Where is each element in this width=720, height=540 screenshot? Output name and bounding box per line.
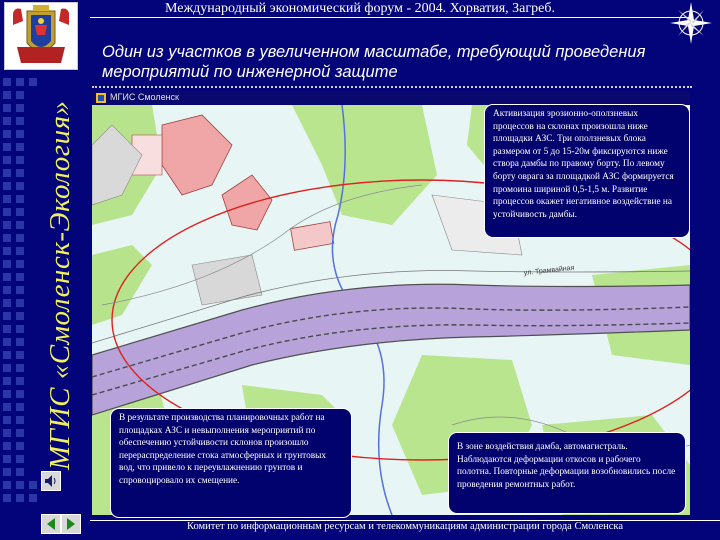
decor-square <box>3 130 11 138</box>
decor-square <box>3 325 11 333</box>
decor-square <box>16 273 24 281</box>
decor-square <box>3 91 11 99</box>
app-icon <box>96 93 106 103</box>
callout-top-right: Активизация эрозионно-оползневых процессов на склонах произошла ниже площадки АЗС. Три оползневых блока размером от 5 до 15-20м фиксируются ниже створа дамбы по правому борту. По левому борту оврага за площадкой АЗС формируется промоина шириной 0,5-1,5 м. Развитие процессов окажет негативное воздействие на устойчивость дамбы. <box>484 104 690 238</box>
decor-square <box>29 494 37 502</box>
nav-back-icon[interactable] <box>41 514 61 534</box>
decor-square <box>3 468 11 476</box>
decor-square <box>3 195 11 203</box>
decor-square <box>3 104 11 112</box>
decor-square <box>16 221 24 229</box>
decor-square <box>16 91 24 99</box>
decor-square <box>16 416 24 424</box>
decor-square <box>16 195 24 203</box>
decor-square <box>16 390 24 398</box>
decor-square <box>3 481 11 489</box>
forum-header: Международный экономический форум - 2004. Хорватия, Загреб. <box>165 1 555 16</box>
decor-square <box>16 442 24 450</box>
decor-square <box>16 312 24 320</box>
decor-square <box>3 442 11 450</box>
decor-square <box>3 416 11 424</box>
header-rule <box>90 17 690 18</box>
decor-square <box>3 273 11 281</box>
decor-square <box>3 377 11 385</box>
decor-square <box>16 338 24 346</box>
decor-square <box>3 312 11 320</box>
decor-square <box>3 286 11 294</box>
decor-square <box>3 390 11 398</box>
decor-square <box>16 468 24 476</box>
decor-square <box>16 481 24 489</box>
decor-square <box>29 481 37 489</box>
decor-square <box>3 234 11 242</box>
decor-square <box>3 247 11 255</box>
map-window-title: МГИС Смоленск <box>110 92 179 102</box>
decor-square <box>3 156 11 164</box>
decor-square <box>3 221 11 229</box>
decor-square <box>16 260 24 268</box>
callout-bottom-right: В зоне воздействия дамба, автомагистраль. Наблюдаются деформации откосов и рабочего полотна. Повторные деформации возобновились после проведения ремонтных работ. <box>448 432 686 514</box>
decor-square <box>3 351 11 359</box>
decor-square <box>29 78 37 86</box>
map-title-bar <box>92 91 690 105</box>
decor-square <box>16 429 24 437</box>
decor-square <box>16 117 24 125</box>
decor-square <box>16 494 24 502</box>
decor-square <box>3 364 11 372</box>
decor-square <box>16 299 24 307</box>
decor-square <box>16 351 24 359</box>
footer-text: Комитет по информационным ресурсам и телекоммуникациям администрации города Смоленска <box>187 521 623 532</box>
decor-square <box>16 325 24 333</box>
decor-square <box>3 429 11 437</box>
decor-square <box>3 494 11 502</box>
coat-of-arms-icon <box>4 2 78 70</box>
decor-square <box>16 78 24 86</box>
decor-square <box>16 130 24 138</box>
decor-square <box>16 169 24 177</box>
decor-square <box>16 403 24 411</box>
title-dotted-rule <box>92 86 692 88</box>
street-label: ул. Трамвайная <box>523 264 575 277</box>
decor-square <box>3 338 11 346</box>
decor-square <box>16 208 24 216</box>
nav-forward-icon[interactable] <box>61 514 81 534</box>
callout-bottom-left: В результате производства планировочных работ на площадках АЗС и невыполнения мероприятий по обеспечению устойчивости склонов произошло перераспределение стока атмосферных и грунтовых вод, что привело к переувлажнению грунтов и спровоцировало их смещение. <box>110 408 352 518</box>
decor-square <box>3 78 11 86</box>
decor-square <box>16 143 24 151</box>
speaker-icon[interactable] <box>41 471 61 491</box>
compass-rose-icon <box>670 2 712 44</box>
decor-square <box>3 299 11 307</box>
decor-square <box>3 260 11 268</box>
decor-square <box>16 286 24 294</box>
decor-square <box>16 247 24 255</box>
decor-square <box>16 156 24 164</box>
decor-square <box>3 169 11 177</box>
vertical-title: МГИС «Смоленск-Экология» <box>44 100 76 470</box>
decor-square <box>16 377 24 385</box>
decor-square <box>3 117 11 125</box>
decor-square <box>3 208 11 216</box>
slide-title: Один из участков в увеличенном масштабе, требующий проведения мероприятий по инженерной защите <box>102 43 646 81</box>
decor-square <box>16 364 24 372</box>
decor-square <box>16 234 24 242</box>
decor-square <box>3 455 11 463</box>
decor-square <box>3 403 11 411</box>
decor-square <box>3 182 11 190</box>
decor-square <box>3 143 11 151</box>
decor-square <box>16 455 24 463</box>
decor-square <box>16 104 24 112</box>
decor-square <box>16 182 24 190</box>
